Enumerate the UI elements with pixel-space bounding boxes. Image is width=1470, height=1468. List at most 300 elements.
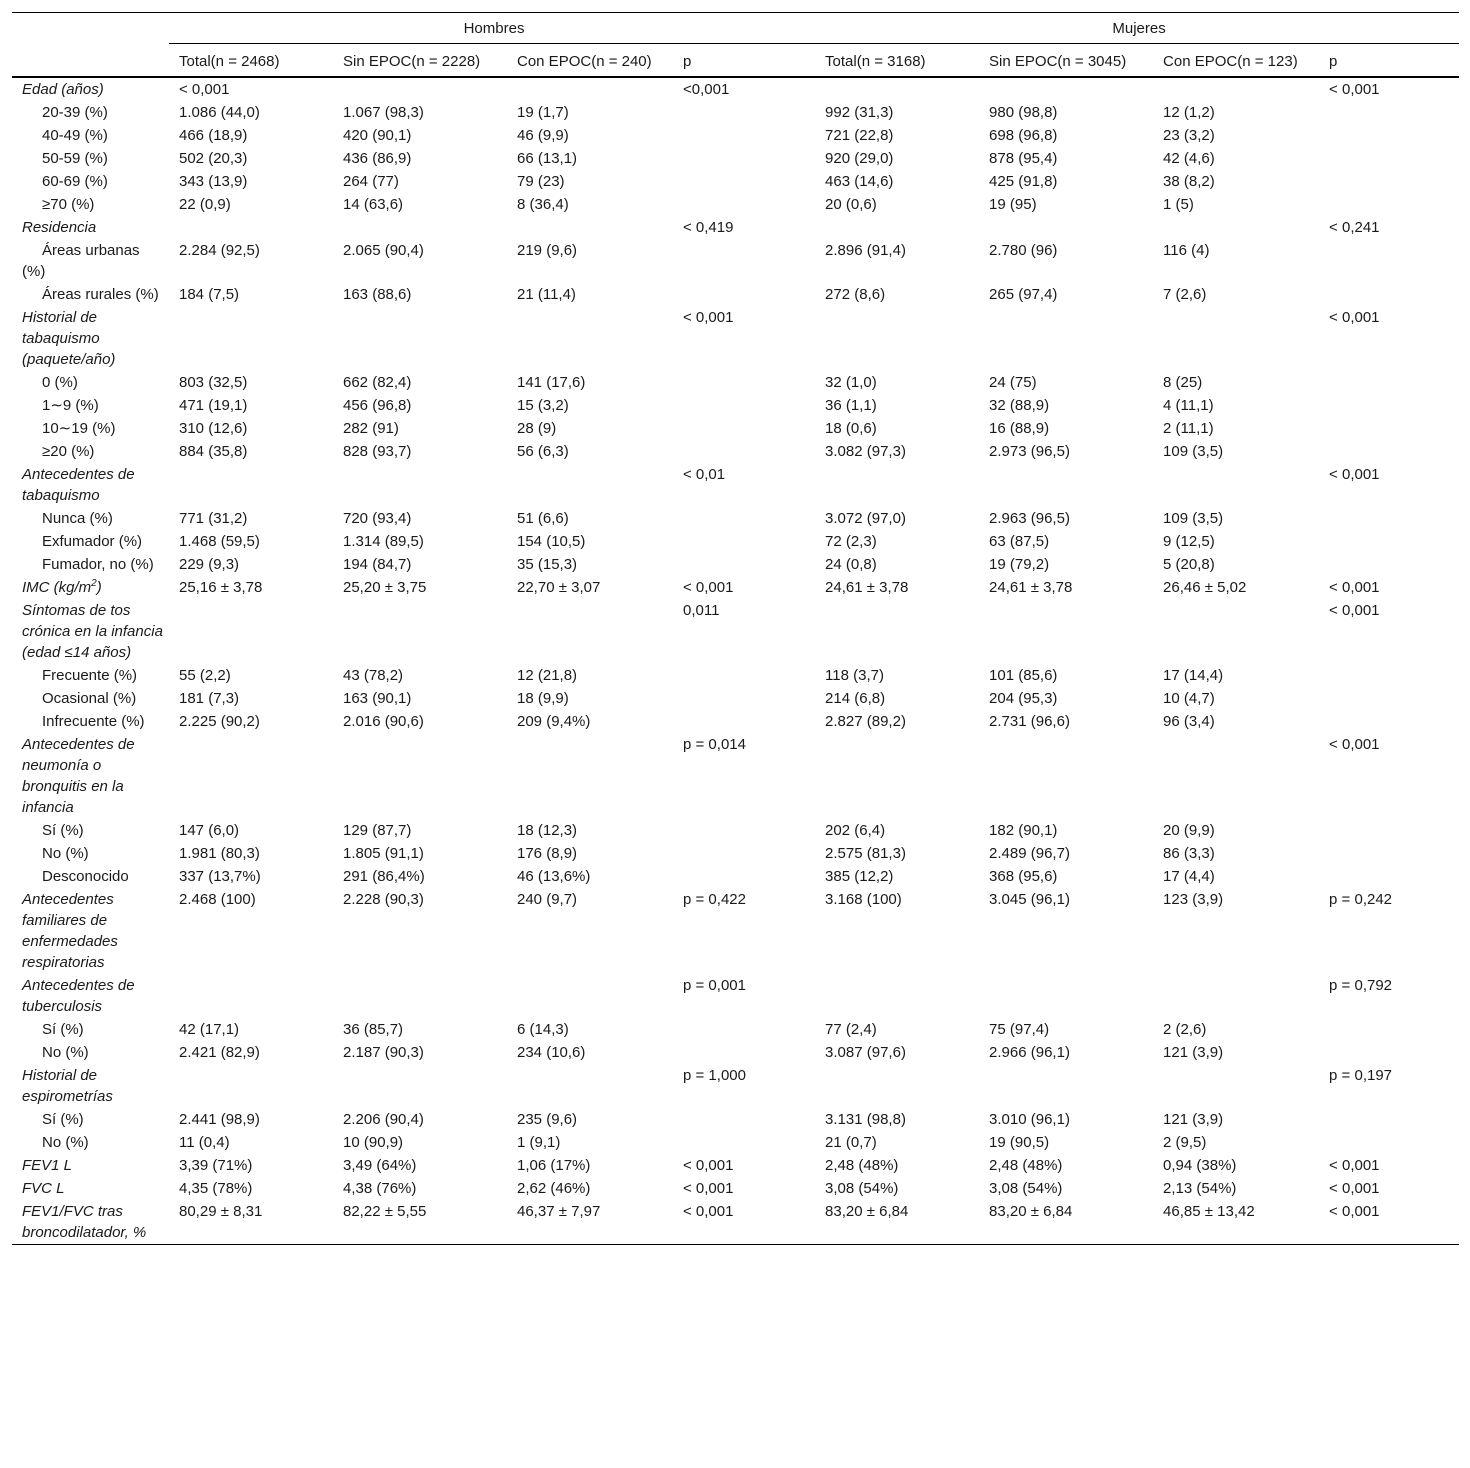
value-cell: 8 (36,4) [517,196,569,213]
row-label: Exfumador (%) [42,533,143,550]
value-cell: 1,06 (17%) [517,1157,591,1174]
row-label: Antecedentes de tabaquismo [22,466,135,504]
p-value-cell [673,842,815,865]
value-cell [815,974,979,1018]
p-value-cell [1319,147,1459,170]
value-cell [333,463,507,507]
p-value-cell [1319,417,1459,440]
value-cell: 121 (3,9) [1163,1044,1224,1061]
column-header: Sin EPOC(n = 3045) [979,44,1153,78]
value-cell: 19 (79,2) [989,556,1050,573]
category-row [12,1154,1459,1177]
superscript: 2 [91,578,97,589]
p-value-cell [673,440,815,463]
row-label: Síntomas de tos crónica en la infancia (edad ≤14 años) [22,602,163,661]
row-label: Frecuente (%) [42,667,138,684]
value-cell: 2.468 (100) [179,891,256,908]
row-label: 60-69 (%) [42,173,108,190]
table-row [12,687,1459,710]
p-value-cell: p = 0,197 [1329,1067,1393,1084]
value-cell: 803 (32,5) [179,374,248,391]
value-cell: 2.187 (90,3) [343,1044,424,1061]
value-cell: 992 (31,3) [825,104,894,121]
value-cell: 14 (63,6) [343,196,404,213]
row-label-text-end: ) [96,579,102,596]
value-cell: 19 (90,5) [989,1134,1050,1151]
p-value-cell [1319,440,1459,463]
value-cell: 18 (0,6) [825,420,877,437]
value-cell: 2.441 (98,9) [179,1111,260,1128]
value-cell: 109 (3,5) [1163,443,1224,460]
table-row [12,1041,1459,1064]
row-label: No (%) [42,1134,89,1151]
p-value-cell [673,283,815,306]
p-value-cell [1319,819,1459,842]
p-value-cell [1319,664,1459,687]
value-cell: 46,37 ± 7,97 [507,1200,673,1245]
value-cell: 2.206 (90,4) [343,1111,424,1128]
value-cell [169,599,333,664]
table-row [12,101,1459,124]
value-cell: 343 (13,9) [179,173,248,190]
value-cell: 471 (19,1) [179,397,248,414]
value-cell: 3,39 (71%) [179,1157,253,1174]
value-cell: 23 (3,2) [1163,127,1215,144]
row-label: Áreas urbanas (%) [22,242,140,280]
value-cell: 77 (2,4) [825,1021,877,1038]
value-cell [333,216,507,239]
value-cell: 63 (87,5) [989,533,1050,550]
value-cell: 385 (12,2) [825,868,894,885]
value-cell: 3,49 (64%) [343,1157,417,1174]
p-value-cell [1319,101,1459,124]
row-label: 1∼9 (%) [42,397,99,414]
value-cell [979,974,1153,1018]
value-cell: 721 (22,8) [825,127,894,144]
p-value-cell [673,553,815,576]
table-row [12,1131,1459,1154]
category-row [12,306,1459,371]
row-label: Antecedentes de neumonía o bronquitis en la infancia [22,736,135,816]
p-value-cell [1319,507,1459,530]
row-label: Residencia [22,219,97,236]
table-row [12,819,1459,842]
p-value-cell [1319,170,1459,193]
value-cell: 163 (90,1) [343,690,412,707]
value-cell: 234 (10,6) [517,1044,586,1061]
row-label: ≥70 (%) [42,196,95,213]
category-row [12,77,1459,101]
value-cell: 5 (20,8) [1163,556,1215,573]
value-cell: 21 (0,7) [825,1134,877,1151]
value-cell [169,216,333,239]
p-value-cell: < 0,001 [1329,466,1380,483]
value-cell: 2 (2,6) [1163,1021,1207,1038]
value-cell: 3.082 (97,3) [825,443,906,460]
p-value-cell [673,710,815,733]
value-cell: 2.575 (81,3) [825,845,906,862]
value-cell [979,1064,1153,1108]
category-row [12,1200,1459,1245]
row-label: Infrecuente (%) [42,713,145,730]
p-value-cell [673,147,815,170]
value-cell [815,463,979,507]
p-value-cell: p = 0,422 [683,891,746,908]
value-cell [815,216,979,239]
table-row [12,664,1459,687]
value-cell: 456 (96,8) [343,397,412,414]
value-cell: 2.973 (96,5) [989,443,1070,460]
p-value-cell [1319,553,1459,576]
row-label: Antecedentes de tuberculosis [22,977,135,1015]
value-cell: 6 (14,3) [517,1021,569,1038]
value-cell: 1.067 (98,3) [343,104,424,121]
p-value-cell [1319,239,1459,283]
value-cell [815,77,979,101]
table-row [12,507,1459,530]
value-cell [507,463,673,507]
value-cell: 282 (91) [343,420,399,437]
row-label: No (%) [42,1044,89,1061]
value-cell [815,733,979,819]
value-cell: 3.087 (97,6) [825,1044,906,1061]
p-value-cell [673,371,815,394]
column-header: Con EPOC(n = 123) [1153,44,1319,78]
p-value-cell: < 0,001 [1329,81,1380,98]
value-cell: 2.780 (96) [989,242,1058,259]
p-value-cell: p = 1,000 [683,1067,746,1084]
value-cell: 25,20 ± 3,75 [343,579,427,596]
row-label-header [12,44,169,78]
p-value-cell [1319,865,1459,888]
value-cell [1153,1064,1319,1108]
value-cell [815,1064,979,1108]
value-cell [169,1064,333,1108]
value-cell: 32 (1,0) [825,374,877,391]
value-cell: 235 (9,6) [517,1111,578,1128]
value-cell: 182 (90,1) [989,822,1058,839]
category-row [12,974,1459,1018]
p-value-cell: < 0,001 [683,1157,734,1174]
column-header: Total(n = 2468) [169,44,333,78]
row-label: No (%) [42,845,89,862]
value-cell [169,306,333,371]
value-cell: 2,48 (48%) [825,1157,899,1174]
value-cell: 24 (75) [989,374,1037,391]
p-value-cell: < 0,001 [1329,602,1380,619]
category-row [12,463,1459,507]
value-cell [1153,733,1319,819]
table-row [12,710,1459,733]
value-cell [1153,77,1319,101]
value-cell: 16 (88,9) [989,420,1050,437]
value-cell: 194 (84,7) [343,556,412,573]
p-value-cell: < 0,001 [1329,1157,1380,1174]
p-value-cell: p = 0,242 [1329,891,1393,908]
p-value-cell [1319,710,1459,733]
p-value-cell [673,1131,815,1154]
value-cell: 24,61 ± 3,78 [825,579,909,596]
p-value-cell [673,417,815,440]
value-cell: 4 (11,1) [1163,397,1214,414]
value-cell: 2.016 (90,6) [343,713,424,730]
row-label: 0 (%) [42,374,78,391]
value-cell: 43 (78,2) [343,667,404,684]
table-row [12,371,1459,394]
table-row [12,417,1459,440]
value-cell: 2.225 (90,2) [179,713,260,730]
value-cell: 22 (0,9) [179,196,231,213]
column-header: Con EPOC(n = 240) [507,44,673,78]
p-value-cell [673,1018,815,1041]
p-value-cell [673,394,815,417]
corner-cell [12,13,169,44]
row-label [12,576,169,599]
p-value-cell [673,507,815,530]
value-cell: 3.045 (96,1) [989,891,1070,908]
value-cell: 83,20 ± 6,84 [979,1200,1153,1245]
p-value-cell [1319,687,1459,710]
value-cell: 11 (0,4) [179,1134,230,1151]
value-cell: 18 (9,9) [517,690,569,707]
value-cell: 35 (15,3) [517,556,578,573]
value-cell: 2.421 (82,9) [179,1044,260,1061]
value-cell: 55 (2,2) [179,667,231,684]
value-cell: 121 (3,9) [1163,1111,1224,1128]
p-value-cell [1319,842,1459,865]
value-cell [979,733,1153,819]
value-cell: 3.131 (98,8) [825,1111,906,1128]
value-cell: 291 (86,4%) [343,868,425,885]
row-label: Áreas rurales (%) [42,286,159,303]
p-value-cell: < 0,241 [1329,219,1380,236]
row-label: Fumador, no (%) [42,556,154,573]
value-cell: 21 (11,4) [517,286,576,303]
value-cell [1153,974,1319,1018]
p-value-cell [673,170,815,193]
row-label-text: IMC (kg/m [22,579,92,596]
value-cell [507,974,673,1018]
p-value-cell [1319,283,1459,306]
value-cell: 20 (0,6) [825,196,877,213]
value-cell: 3.168 (100) [825,891,902,908]
p-value-cell: < 0,01 [683,466,726,483]
p-value-cell: < 0,001 [1329,1180,1380,1197]
value-cell: 10 (90,9) [343,1134,404,1151]
value-cell: 1.468 (59,5) [179,533,260,550]
value-cell: 176 (8,9) [517,845,578,862]
value-cell: 2.228 (90,3) [343,891,424,908]
row-label: 20-39 (%) [42,104,108,121]
value-cell: 8 (25) [1163,374,1203,391]
value-cell: 123 (3,9) [1163,891,1224,908]
table-row [12,124,1459,147]
table-row [12,865,1459,888]
value-cell: 12 (1,2) [1163,104,1215,121]
value-cell: 82,22 ± 5,55 [333,1200,507,1245]
row-label: FEV1 L [22,1157,73,1174]
p-value-cell: p = 0,792 [1329,977,1393,994]
value-cell [507,216,673,239]
value-cell: 265 (97,4) [989,286,1058,303]
row-label: 50-59 (%) [42,150,108,167]
value-cell: 38 (8,2) [1163,173,1215,190]
value-cell [333,306,507,371]
value-cell: 3.072 (97,0) [825,510,906,527]
value-cell: 2.963 (96,5) [989,510,1070,527]
value-cell: 24 (0,8) [825,556,877,573]
value-cell: 878 (95,4) [989,150,1058,167]
value-cell [1153,599,1319,664]
table-body [12,77,1459,1245]
value-cell: 32 (88,9) [989,397,1050,414]
value-cell: 3,08 (54%) [989,1180,1063,1197]
category-row [12,733,1459,819]
value-cell: 980 (98,8) [989,104,1058,121]
value-cell: 425 (91,8) [989,173,1058,190]
value-cell: 1.314 (89,5) [343,533,424,550]
value-cell: 184 (7,5) [179,286,240,303]
category-row [12,216,1459,239]
column-header: Total(n = 3168) [815,44,979,78]
value-cell: 771 (31,2) [179,510,248,527]
value-cell: 310 (12,6) [179,420,248,437]
value-cell: 337 (13,7%) [179,868,261,885]
value-cell [169,463,333,507]
value-cell: 25,16 ± 3,78 [179,579,263,596]
value-cell: 181 (7,3) [179,690,240,707]
value-cell: 80,29 ± 8,31 [169,1200,333,1245]
value-cell: 9 (12,5) [1163,533,1215,550]
value-cell: 129 (87,7) [343,822,412,839]
p-value-cell [1319,124,1459,147]
value-cell: 75 (97,4) [989,1021,1050,1038]
value-cell: 436 (86,9) [343,150,412,167]
p-value-cell: <0,001 [683,81,730,98]
row-label: Historial de tabaquismo (paquete/año) [22,309,116,368]
table-row [12,842,1459,865]
value-cell: 141 (17,6) [517,374,586,391]
p-value-cell [1319,530,1459,553]
column-header: p [1319,44,1459,78]
value-cell [1153,306,1319,371]
value-cell: 219 (9,6) [517,242,578,259]
value-cell: 42 (17,1) [179,1021,240,1038]
value-cell: 463 (14,6) [825,173,894,190]
value-cell: 22,70 ± 3,07 [517,579,601,596]
row-label: FVC L [22,1180,65,1197]
p-value-cell [1319,1108,1459,1131]
value-cell [979,77,1153,101]
value-cell [507,1064,673,1108]
value-cell [169,974,333,1018]
value-cell [815,306,979,371]
value-cell: 36 (1,1) [825,397,877,414]
row-label: ≥20 (%) [42,443,95,460]
p-value-cell [673,1041,815,1064]
p-value-cell: p = 0,001 [683,977,746,994]
row-label: FEV1/FVC tras broncodilatador, % [12,1200,169,1245]
value-cell [333,599,507,664]
value-cell: 240 (9,7) [517,891,578,908]
row-label: Antecedentes familiares de enfermedades respiratorias [22,891,118,971]
value-cell: 154 (10,5) [517,533,586,550]
value-cell: 46,85 ± 13,42 [1153,1200,1319,1245]
value-cell: 20 (9,9) [1163,822,1215,839]
p-value-cell [1319,394,1459,417]
table-row [12,147,1459,170]
p-value-cell [1319,1041,1459,1064]
value-cell: 116 (4) [1163,242,1210,259]
p-value-cell: < 0,001 [1329,309,1380,326]
category-row [12,1064,1459,1108]
value-cell: 19 (1,7) [517,104,569,121]
value-cell: 26,46 ± 5,02 [1163,579,1247,596]
value-cell: 202 (6,4) [825,822,886,839]
value-cell: 17 (4,4) [1163,868,1215,885]
value-cell: 46 (13,6%) [517,868,591,885]
value-cell: 1.086 (44,0) [179,104,260,121]
value-cell: 920 (29,0) [825,150,894,167]
p-value-cell: < 0,001 [1329,579,1380,596]
value-cell: 24,61 ± 3,78 [989,579,1073,596]
row-label: Sí (%) [42,1021,84,1038]
value-cell: 109 (3,5) [1163,510,1224,527]
value-cell: 101 (85,6) [989,667,1058,684]
value-cell: 2 (11,1) [1163,420,1214,437]
row-label: 40-49 (%) [42,127,108,144]
p-value-cell [673,819,815,842]
value-cell: 3,08 (54%) [825,1180,899,1197]
p-value-cell: < 0,001 [683,1180,734,1197]
p-value-cell: 0,011 [683,602,720,619]
category-row [12,599,1459,664]
category-row [12,576,1459,599]
p-value-cell: p = 0,014 [683,736,746,753]
table-row [12,193,1459,216]
value-cell: 12 (21,8) [517,667,578,684]
value-cell [1153,216,1319,239]
value-cell: 83,20 ± 6,84 [815,1200,979,1245]
value-cell: 2.284 (92,5) [179,242,260,259]
value-cell: 72 (2,3) [825,533,877,550]
p-value-cell [1319,193,1459,216]
table-row [12,1018,1459,1041]
p-value-cell [673,530,815,553]
value-cell: 19 (95) [989,196,1037,213]
row-label: Nunca (%) [42,510,113,527]
value-cell: 15 (3,2) [517,397,569,414]
row-label: 10∼19 (%) [42,420,116,437]
p-value-cell: < 0,001 [683,309,734,326]
value-cell: 4,38 (76%) [343,1180,417,1197]
value-cell [333,733,507,819]
row-label: Edad (años) [22,81,104,98]
value-cell: 86 (3,3) [1163,845,1215,862]
group-header-men: Hombres [169,13,815,44]
value-cell: 2,48 (48%) [989,1157,1063,1174]
value-cell: 36 (85,7) [343,1021,404,1038]
value-cell: 1.805 (91,1) [343,845,424,862]
value-cell: 884 (35,8) [179,443,248,460]
table-row [12,553,1459,576]
p-value-cell: < 0,001 [683,579,734,596]
p-value-cell [1319,371,1459,394]
p-value-cell [1319,1131,1459,1154]
p-value-cell [673,101,815,124]
column-header: p [673,44,815,78]
p-value-cell [673,664,815,687]
